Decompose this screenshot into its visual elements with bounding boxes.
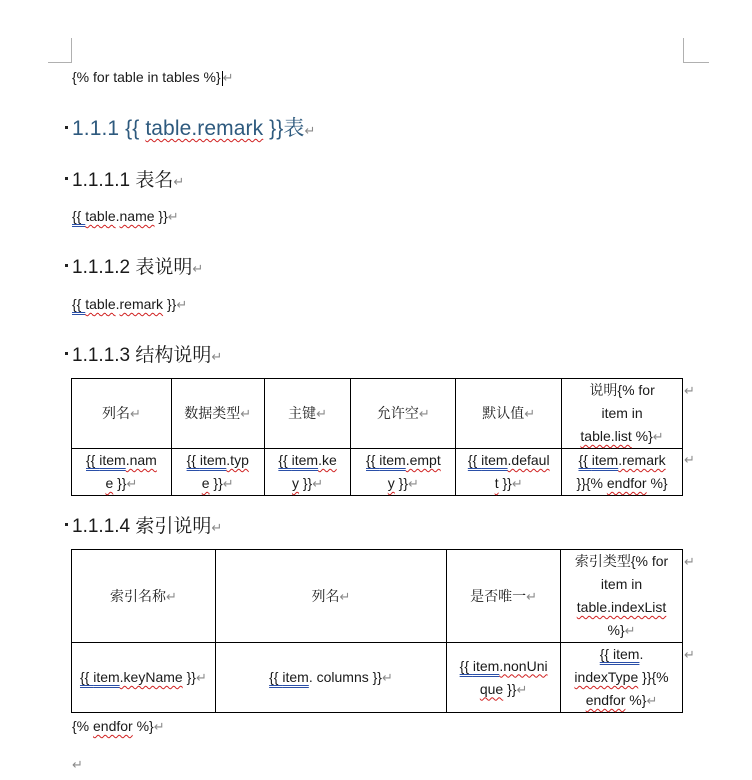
row-end-mark-icon: ↵ xyxy=(684,554,695,569)
heading-variable: table.remark xyxy=(145,117,264,140)
heading-table-name[interactable] xyxy=(72,165,184,192)
header-cell[interactable]: 列名↵ xyxy=(72,379,172,449)
placeholder-property: name xyxy=(119,208,155,224)
heading-number: 1.1.1.1 xyxy=(72,170,131,191)
table-name-placeholder[interactable] xyxy=(72,208,179,225)
heading-title: 表说明 xyxy=(135,257,193,278)
table-header-row xyxy=(72,379,683,449)
heading-index[interactable] xyxy=(72,511,222,538)
paragraph-mark-icon: ↵ xyxy=(153,719,165,734)
heading-suffix: 表 xyxy=(283,117,305,140)
paragraph-mark-icon: ↵ xyxy=(72,757,83,772)
heading-bullet xyxy=(65,523,68,526)
placeholder-dot: . xyxy=(115,296,120,312)
heading-title: 结构说明 xyxy=(135,345,212,366)
table-row xyxy=(72,449,683,496)
heading-title: 表名 xyxy=(135,170,174,191)
row-end-mark-icon: ↵ xyxy=(684,647,695,662)
paragraph-mark-icon: ↵ xyxy=(176,297,188,312)
heading-bullet xyxy=(65,126,68,129)
empty-paragraph[interactable] xyxy=(72,756,83,774)
paragraph-mark-icon: ↵ xyxy=(167,209,179,224)
placeholder-object: table xyxy=(85,296,116,312)
heading-table-desc[interactable] xyxy=(72,252,203,279)
heading-open-brace: {{ xyxy=(125,117,146,140)
header-cell[interactable]: 数据类型↵ xyxy=(171,379,264,449)
header-cell[interactable]: 是否唯一↵ xyxy=(447,550,561,643)
paragraph-mark-icon: ↵ xyxy=(222,70,234,85)
heading-bullet xyxy=(65,352,68,355)
header-cell[interactable]: 列名↵ xyxy=(215,550,446,643)
loop-end-close: %} xyxy=(132,718,154,734)
table-row xyxy=(72,643,683,713)
header-cell[interactable]: 默认值↵ xyxy=(456,379,562,449)
cell-item-type[interactable]: {{ item.typ e }}↵ xyxy=(171,449,264,496)
cell-item-indextype[interactable]: {{ item. indexType }}{% endfor %}↵ xyxy=(561,643,683,713)
header-cell[interactable]: 索引名称↵ xyxy=(72,550,216,643)
heading-number: 1.1.1.4 xyxy=(72,516,131,537)
cell-item-name[interactable]: {{ item.nam e }}↵ xyxy=(72,449,172,496)
header-cell[interactable]: 允许空↵ xyxy=(351,379,456,449)
loop-end-keyword: endfor xyxy=(93,718,133,734)
template-loop-end[interactable] xyxy=(72,718,165,735)
table-remark-placeholder[interactable] xyxy=(72,296,187,313)
heading-bullet xyxy=(65,177,68,180)
paragraph-mark-icon: ↵ xyxy=(304,123,316,138)
row-end-mark-icon: ↵ xyxy=(684,383,695,398)
header-cell-loop[interactable]: 说明{% for item in table.list %}↵ xyxy=(562,379,683,449)
cell-item-remark[interactable]: {{ item.remark }}{% endfor %} xyxy=(562,449,683,496)
placeholder-close: }} xyxy=(154,208,168,224)
paragraph-mark-icon: ↵ xyxy=(192,261,204,276)
heading-number: 1.1.1 xyxy=(72,117,120,140)
crop-mark-top-left xyxy=(48,38,72,63)
paragraph-mark-icon: ↵ xyxy=(211,520,223,535)
cell-item-keyname[interactable]: {{ item.keyName }}↵ xyxy=(72,643,216,713)
cell-item-nonunique[interactable]: {{ item.nonUni que }}↵ xyxy=(447,643,561,713)
placeholder-open: {{ xyxy=(72,296,86,312)
placeholder-close: }} xyxy=(163,296,177,312)
paragraph-mark-icon: ↵ xyxy=(173,174,185,189)
crop-mark-top-right xyxy=(683,38,709,63)
structure-table xyxy=(71,378,683,496)
table-header-row xyxy=(72,550,683,643)
template-loop-start[interactable] xyxy=(72,69,234,86)
paragraph-mark-icon: ↵ xyxy=(211,349,223,364)
placeholder-open: {{ xyxy=(72,208,86,224)
loop-start-text: {% for table in tables %} xyxy=(72,69,221,85)
heading-table-remark[interactable] xyxy=(72,112,316,142)
cell-item-empty[interactable]: {{ item.empt y }}↵ xyxy=(351,449,456,496)
heading-bullet xyxy=(65,264,68,267)
cell-item-default[interactable]: {{ item.defaul t }}↵ xyxy=(456,449,562,496)
heading-structure[interactable] xyxy=(72,340,222,367)
cell-item-columns[interactable]: {{ item. columns }}↵ xyxy=(215,643,446,713)
heading-title: 索引说明 xyxy=(135,516,212,537)
header-cell-loop[interactable]: 索引类型{% for item in table.indexList %}↵ xyxy=(561,550,683,643)
placeholder-object: table xyxy=(85,208,116,224)
header-cell[interactable]: 主键↵ xyxy=(264,379,351,449)
row-end-mark-icon: ↵ xyxy=(684,452,695,467)
placeholder-dot: . xyxy=(115,208,120,224)
placeholder-property: remark xyxy=(119,296,164,312)
heading-number: 1.1.1.3 xyxy=(72,345,131,366)
loop-end-open: {% xyxy=(72,718,94,734)
index-table xyxy=(71,549,683,713)
heading-close-brace: }} xyxy=(263,117,284,140)
heading-number: 1.1.1.2 xyxy=(72,257,131,278)
cell-item-key[interactable]: {{ item.ke y }}↵ xyxy=(264,449,351,496)
